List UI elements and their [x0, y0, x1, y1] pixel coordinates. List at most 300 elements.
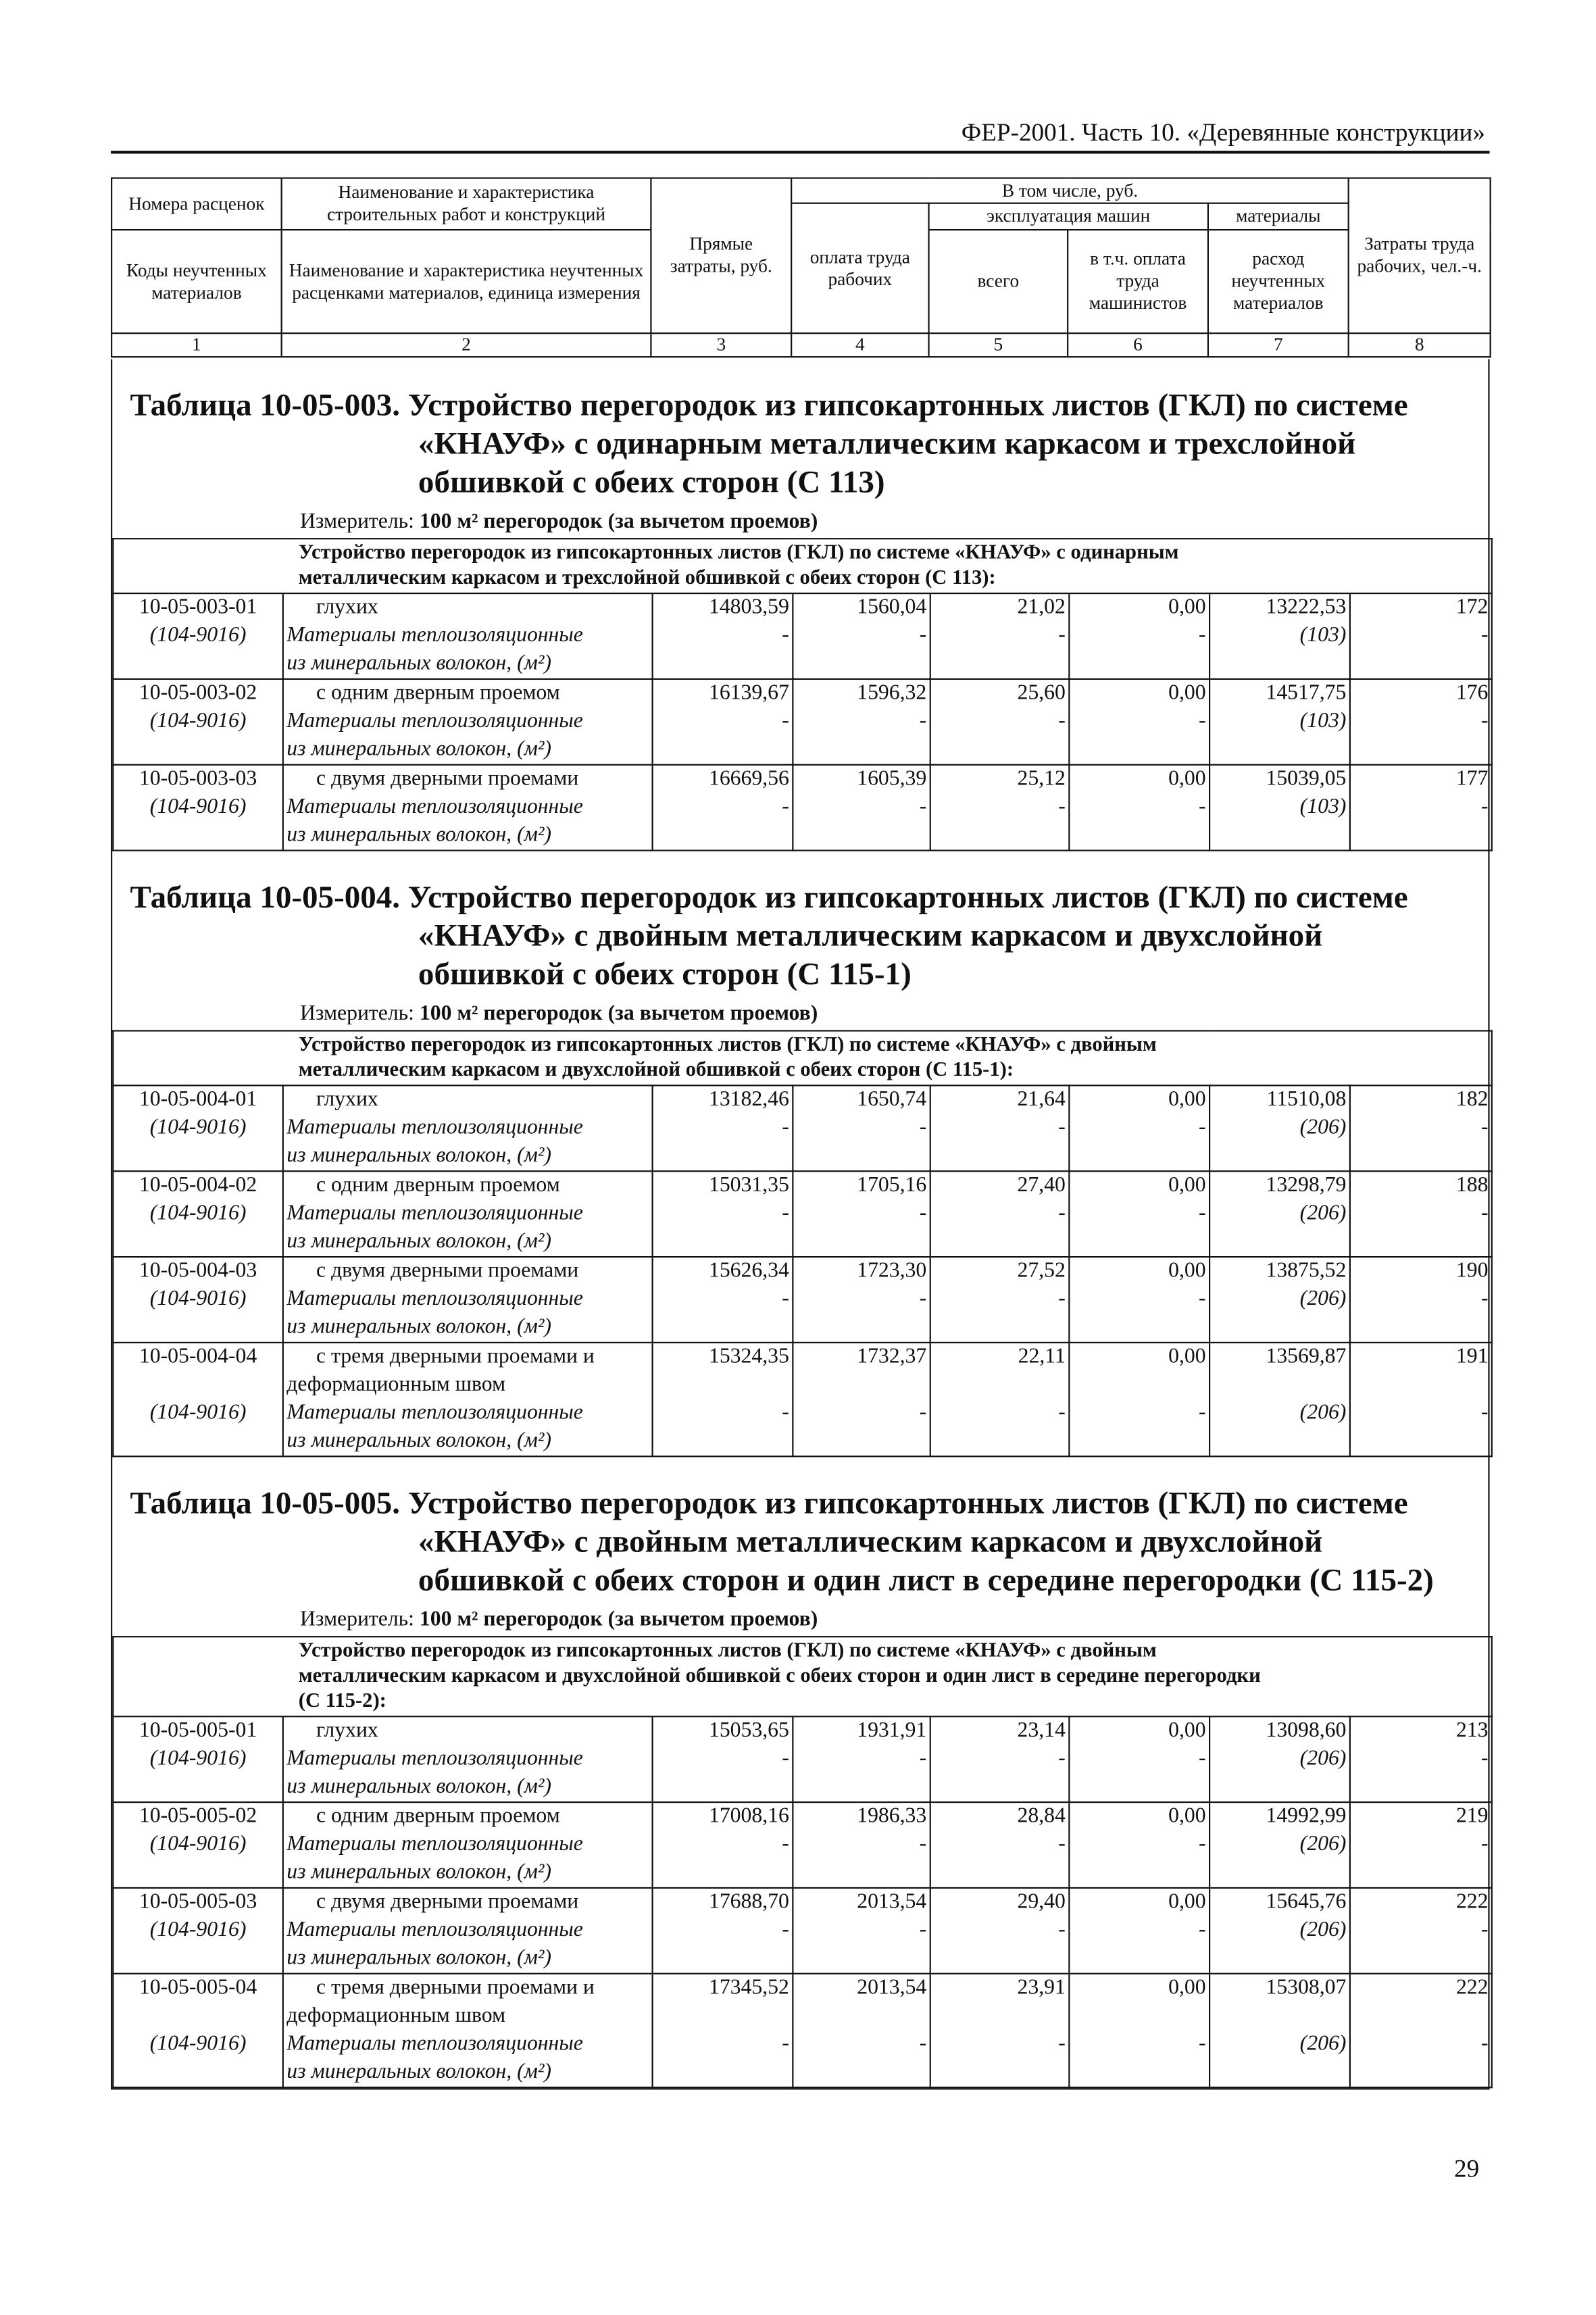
value: 0,00	[1168, 681, 1206, 705]
table-row	[113, 1974, 1492, 2087]
value-cell	[1210, 1802, 1350, 1888]
table-title-line: «КНАУФ» с двойным металлическим каркасом и двухслойной	[418, 1523, 1323, 1560]
value: 13298,79	[1266, 1173, 1347, 1197]
material-value: (206)	[1299, 1747, 1347, 1771]
material-name: Материалы теплоизоляционные	[286, 709, 583, 733]
value-cell	[1210, 1716, 1350, 1802]
value-cell	[1210, 1343, 1350, 1456]
value-cell	[1069, 1974, 1210, 2087]
material-code: (104-9016)	[149, 795, 247, 819]
table-row	[113, 1802, 1492, 1888]
material-value: -	[782, 2032, 789, 2056]
rate-code: 10-05-005-01	[139, 1718, 257, 1743]
value-cell	[1069, 593, 1210, 679]
material-code: (104-9016)	[149, 2032, 247, 2056]
value-cell	[793, 1802, 930, 1888]
rate-code: 10-05-004-04	[139, 1345, 257, 1369]
material-value: -	[919, 1201, 927, 1226]
material-value: -	[1058, 1287, 1066, 1311]
material-name: из минеральных волокон, (м²)	[286, 1860, 551, 1885]
material-value: -	[919, 2032, 927, 2056]
group-heading-line: металлическим каркасом и двухслойной обшивкой с обеих сторон и один лист в середине перегородки	[298, 1665, 1261, 1688]
work-name: с одним дверным проемом	[316, 1804, 560, 1828]
material-value: (206)	[1299, 1201, 1347, 1226]
value: 21,02	[1017, 595, 1066, 620]
material-value: -	[1058, 1116, 1066, 1140]
material-value: (206)	[1299, 2032, 1347, 2056]
material-value: (206)	[1299, 1116, 1347, 1140]
column-number: 8	[1349, 333, 1491, 357]
value-cell	[793, 593, 930, 679]
table-row	[113, 1085, 1492, 1171]
column-number: 1	[111, 333, 282, 357]
work-name-cell	[283, 593, 653, 679]
meter-line	[112, 993, 1488, 1030]
value: 2013,54	[857, 1890, 927, 1914]
table-row	[113, 1716, 1492, 1802]
value: 16669,56	[708, 767, 789, 791]
spacer	[797, 2002, 926, 2031]
material-name: из минеральных волокон, (м²)	[286, 737, 551, 762]
value: 23,14	[1017, 1718, 1066, 1743]
material-value: -	[1199, 795, 1206, 819]
value: 1986,33	[857, 1804, 927, 1828]
value: 0,00	[1168, 595, 1206, 620]
header-machines-total: всего	[929, 230, 1068, 333]
column-header-table	[111, 177, 1491, 357]
value-cell	[1350, 1171, 1492, 1257]
material-value: -	[782, 1401, 789, 1425]
page-number: 29	[1454, 2154, 1480, 2183]
meter-value: 100 м² перегородок (за вычетом проемов)	[419, 1608, 818, 1632]
material-code: (104-9016)	[149, 1747, 247, 1771]
value: 25,12	[1017, 767, 1066, 791]
value-cell	[793, 1343, 930, 1456]
header-rate-numbers: Номера расценок	[111, 178, 282, 230]
value: 13182,46	[708, 1087, 789, 1112]
material-value: -	[782, 623, 789, 647]
value: 0,00	[1168, 1718, 1206, 1743]
material-value: -	[1199, 1116, 1206, 1140]
work-name: глухих	[316, 595, 378, 620]
material-value: (206)	[1299, 1832, 1347, 1856]
spacer	[656, 1372, 789, 1400]
material-name: из минеральных волокон, (м²)	[286, 823, 551, 847]
value: 27,52	[1017, 1259, 1066, 1283]
material-name: из минеральных волокон, (м²)	[286, 651, 551, 676]
value: 13098,60	[1266, 1718, 1347, 1743]
value: 15031,35	[708, 1173, 789, 1197]
material-name: Материалы теплоизоляционные	[286, 2032, 583, 2056]
value-cell	[793, 1888, 930, 1974]
rate-code: 10-05-005-03	[139, 1890, 257, 1914]
material-value: -	[1480, 1116, 1489, 1140]
value: 25,60	[1017, 681, 1066, 705]
material-value: -	[1480, 709, 1489, 733]
value: 17008,16	[708, 1804, 789, 1828]
value-cell	[653, 679, 793, 765]
value: 0,00	[1168, 767, 1206, 791]
rate-code-cell	[113, 1802, 283, 1888]
value-cell	[930, 1888, 1070, 1974]
spacer	[934, 1372, 1066, 1400]
rate-code-cell	[113, 1888, 283, 1974]
group-heading-line: Устройство перегородок из гипсокартонных листов (ГКЛ) по системе «КНАУФ» с двойным	[298, 1034, 1157, 1057]
value: 13569,87	[1266, 1345, 1347, 1369]
material-value: -	[782, 1918, 789, 1942]
column-number: 5	[929, 333, 1068, 357]
value-cell	[653, 1343, 793, 1456]
material-value: -	[782, 1747, 789, 1771]
table-title	[112, 1457, 1488, 1599]
value-cell	[793, 1716, 930, 1802]
rates-table	[112, 1030, 1493, 1457]
value-cell	[1210, 593, 1350, 679]
value-cell	[930, 1802, 1070, 1888]
group-heading-line: металлическим каркасом и двухслойной обшивкой с обеих сторон (С 115-1):	[298, 1060, 1014, 1082]
value-cell	[930, 1085, 1070, 1171]
table-row	[113, 679, 1492, 765]
material-value: -	[919, 1832, 927, 1856]
work-name: деформационным швом	[286, 2003, 506, 2028]
value: 15053,65	[708, 1718, 789, 1743]
material-name: Материалы теплоизоляционные	[286, 623, 583, 647]
material-value: -	[1058, 623, 1066, 647]
material-name: Материалы теплоизоляционные	[286, 1401, 583, 1425]
material-name: из минеральных волокон, (м²)	[286, 2060, 551, 2084]
table-title-line: Таблица 10-05-005. Устройство перегородок из гипсокартонных листов (ГКЛ) по системе	[130, 1485, 1408, 1521]
value: 0,00	[1168, 1976, 1206, 2000]
work-name: с тремя дверными проемами и	[316, 1345, 595, 1369]
value-cell	[1069, 1085, 1210, 1171]
work-name-cell	[283, 1085, 653, 1171]
header-material-codes: Коды неучтенных материалов	[111, 230, 282, 333]
value-cell	[930, 1716, 1070, 1802]
value-cell	[1350, 1716, 1492, 1802]
material-code: (104-9016)	[149, 1287, 247, 1311]
value: 188	[1455, 1173, 1489, 1197]
rate-code-cell	[113, 1343, 283, 1456]
material-value: (206)	[1299, 1918, 1347, 1942]
value: 14803,59	[708, 595, 789, 620]
value-cell	[653, 1085, 793, 1171]
value: 0,00	[1168, 1087, 1206, 1112]
material-value: -	[782, 1116, 789, 1140]
material-name: из минеральных волокон, (м²)	[286, 1774, 551, 1799]
material-value: -	[919, 1918, 927, 1942]
value: 222	[1455, 1976, 1489, 2000]
value: 1931,91	[857, 1718, 927, 1743]
value-cell	[793, 1085, 930, 1171]
material-name: из минеральных волокон, (м²)	[286, 1315, 551, 1339]
value-cell	[653, 1257, 793, 1343]
value: 0,00	[1168, 1890, 1206, 1914]
work-name: глухих	[316, 1718, 378, 1743]
value-cell	[653, 1171, 793, 1257]
table-row	[113, 765, 1492, 851]
value-cell	[1210, 765, 1350, 851]
value-cell	[653, 1802, 793, 1888]
rate-code-cell	[113, 1716, 283, 1802]
material-value: -	[782, 709, 789, 733]
column-number: 4	[791, 333, 928, 357]
material-value: -	[919, 1401, 927, 1425]
material-value: -	[782, 1201, 789, 1226]
material-value: -	[1480, 1287, 1489, 1311]
rate-code-cell	[113, 1257, 283, 1343]
material-value: -	[1480, 1201, 1489, 1226]
table-title-line: Таблица 10-05-003. Устройство перегородок из гипсокартонных листов (ГКЛ) по системе	[130, 387, 1408, 423]
group-heading-row	[113, 1030, 1492, 1085]
work-name: деформационным швом	[286, 1372, 506, 1397]
value: 15308,07	[1266, 1976, 1347, 2000]
material-value: -	[1199, 1747, 1206, 1771]
rate-code-cell	[113, 1171, 283, 1257]
value: 22,11	[1018, 1345, 1066, 1369]
spacer	[934, 2002, 1066, 2031]
value: 177	[1455, 767, 1489, 791]
work-name: с одним дверным проемом	[316, 681, 560, 705]
work-name: глухих	[316, 1087, 378, 1112]
material-name: Материалы теплоизоляционные	[286, 795, 583, 819]
work-name: с одним дверным проемом	[316, 1173, 560, 1197]
spacer	[117, 1372, 280, 1400]
material-code: (104-9016)	[149, 709, 247, 733]
work-name: с двумя дверными проемами	[316, 1890, 579, 1914]
material-value: -	[919, 795, 927, 819]
value: 15039,05	[1266, 767, 1347, 791]
value-cell	[1210, 1171, 1350, 1257]
material-value: -	[1480, 1401, 1489, 1425]
material-value: -	[1199, 1918, 1206, 1942]
header-including: В том числе, руб.	[791, 178, 1349, 203]
value: 172	[1455, 595, 1489, 620]
material-code: (104-9016)	[149, 1401, 247, 1425]
material-value: -	[782, 1287, 789, 1311]
group-heading-row	[113, 1637, 1492, 1716]
value: 1560,04	[857, 595, 927, 620]
value: 13875,52	[1266, 1259, 1347, 1283]
rate-code-cell	[113, 765, 283, 851]
material-value: -	[1199, 1832, 1206, 1856]
material-value: -	[1199, 2032, 1206, 2056]
tables-body	[111, 359, 1490, 2089]
header-machines: эксплуатация машин	[929, 203, 1208, 230]
material-value: -	[1058, 2032, 1066, 2056]
rate-code: 10-05-003-02	[139, 681, 257, 705]
material-value: -	[919, 709, 927, 733]
table-title-line: «КНАУФ» с двойным металлическим каркасом и двухслойной	[418, 918, 1323, 953]
rate-code: 10-05-004-03	[139, 1259, 257, 1283]
value: 1596,32	[857, 681, 927, 705]
table-title-line: «КНАУФ» с одинарным металлическим каркасом и трехслойной	[418, 425, 1356, 462]
header-labor-pay: оплата труда рабочих	[791, 203, 928, 333]
material-code: (104-9016)	[149, 1918, 247, 1942]
work-name-cell	[283, 1716, 653, 1802]
material-value: -	[782, 795, 789, 819]
value-cell	[1350, 1343, 1492, 1456]
material-code: (104-9016)	[149, 623, 247, 647]
value-cell	[1350, 593, 1492, 679]
value: 17345,52	[708, 1976, 789, 2000]
material-value: -	[1480, 1747, 1489, 1771]
spacer	[656, 2002, 789, 2031]
group-heading	[113, 539, 1492, 593]
material-value: -	[1199, 623, 1206, 647]
header-labor-hours: Затраты труда рабочих, чел.-ч.	[1349, 178, 1491, 334]
material-value: -	[1058, 1918, 1066, 1942]
work-name: с тремя дверными проемами и	[316, 1976, 595, 2000]
table-row	[113, 1888, 1492, 1974]
material-value: -	[1058, 709, 1066, 733]
value-cell	[793, 1257, 930, 1343]
value-cell	[930, 1257, 1070, 1343]
rate-code-cell	[113, 1085, 283, 1171]
value-cell	[793, 1974, 930, 2087]
header-direct-costs: Прямые затраты, руб.	[651, 178, 791, 334]
material-value: -	[1480, 2032, 1489, 2056]
material-name: Материалы теплоизоляционные	[286, 1918, 583, 1942]
value-cell	[930, 1171, 1070, 1257]
table-title-line: обшивкой с обеих сторон (С 113)	[418, 464, 885, 500]
value: 1650,74	[857, 1087, 927, 1112]
value-cell	[1069, 679, 1210, 765]
value: 191	[1455, 1345, 1489, 1369]
value: 14992,99	[1266, 1804, 1347, 1828]
value: 29,40	[1017, 1890, 1066, 1914]
material-code: (104-9016)	[149, 1832, 247, 1856]
work-name-cell	[283, 1257, 653, 1343]
work-name-cell	[283, 1802, 653, 1888]
value: 13222,53	[1266, 595, 1347, 620]
column-number: 6	[1068, 333, 1208, 357]
group-heading-line: Устройство перегородок из гипсокартонных листов (ГКЛ) по системе «КНАУФ» с одинарным	[298, 542, 1179, 565]
value-cell	[653, 1974, 793, 2087]
value-cell	[1350, 679, 1492, 765]
rate-code-cell	[113, 679, 283, 765]
material-value: -	[919, 1287, 927, 1311]
rate-code: 10-05-005-04	[139, 1976, 257, 2000]
value-cell	[1350, 1257, 1492, 1343]
material-name: из минеральных волокон, (м²)	[286, 1428, 551, 1453]
value-cell	[930, 593, 1070, 679]
spacer	[1073, 1372, 1206, 1400]
value: 15324,35	[708, 1345, 789, 1369]
material-name: Материалы теплоизоляционные	[286, 1201, 583, 1226]
rate-code-cell	[113, 593, 283, 679]
material-value: (103)	[1299, 795, 1347, 819]
value-cell	[930, 765, 1070, 851]
value-cell	[793, 679, 930, 765]
value-cell	[793, 1171, 930, 1257]
value: 15645,76	[1266, 1890, 1347, 1914]
material-value: -	[1199, 709, 1206, 733]
work-name-cell	[283, 1343, 653, 1456]
table-row	[113, 593, 1492, 679]
group-heading-row	[113, 539, 1492, 593]
header-machinist-labor: в т.ч. оплата труда машинистов	[1068, 230, 1208, 333]
material-value: (103)	[1299, 709, 1347, 733]
material-name: из минеральных волокон, (м²)	[286, 1946, 551, 1970]
value-cell	[653, 593, 793, 679]
value: 222	[1455, 1890, 1489, 1914]
material-value: (103)	[1299, 623, 1347, 647]
rates-table	[112, 538, 1493, 851]
material-value: -	[919, 623, 927, 647]
value-cell	[1210, 1257, 1350, 1343]
material-code: (104-9016)	[149, 1201, 247, 1226]
work-name-cell	[283, 1974, 653, 2087]
table-title-line: обшивкой с обеих сторон и один лист в середине перегородки (С 115-2)	[418, 1562, 1434, 1598]
spacer	[1073, 2002, 1206, 2031]
meter-line	[112, 501, 1488, 538]
material-name: Материалы теплоизоляционные	[286, 1747, 583, 1771]
value: 16139,67	[708, 681, 789, 705]
value-cell	[1069, 765, 1210, 851]
material-value: -	[1058, 1747, 1066, 1771]
value: 28,84	[1017, 1804, 1066, 1828]
value-cell	[1350, 1888, 1492, 1974]
meter-label: Измеритель:	[299, 1608, 414, 1632]
column-number: 7	[1208, 333, 1349, 357]
meter-label: Измеритель:	[299, 509, 414, 534]
rates-table	[112, 1636, 1493, 2088]
work-name-cell	[283, 765, 653, 851]
value: 14517,75	[1266, 681, 1347, 705]
value: 176	[1455, 681, 1489, 705]
table-row	[113, 1257, 1492, 1343]
value-cell	[653, 1716, 793, 1802]
work-name-cell	[283, 1171, 653, 1257]
material-value: (206)	[1299, 1401, 1347, 1425]
value-cell	[1069, 1343, 1210, 1456]
value: 1605,39	[857, 767, 927, 791]
value-cell	[1350, 1802, 1492, 1888]
column-number: 2	[282, 333, 651, 357]
value: 11510,08	[1266, 1087, 1347, 1112]
value-cell	[1210, 1085, 1350, 1171]
value: 182	[1455, 1087, 1489, 1112]
value: 21,64	[1017, 1087, 1066, 1112]
material-value: -	[919, 1747, 927, 1771]
rate-code: 10-05-003-01	[139, 595, 257, 620]
material-code: (104-9016)	[149, 1116, 247, 1140]
table-title-line: Таблица 10-05-004. Устройство перегородок из гипсокартонных листов (ГКЛ) по системе	[130, 879, 1408, 915]
value-cell	[1069, 1802, 1210, 1888]
rate-code: 10-05-004-01	[139, 1087, 257, 1112]
material-value: -	[1058, 795, 1066, 819]
material-value: -	[1058, 1832, 1066, 1856]
group-heading-line: (С 115-2):	[298, 1690, 386, 1713]
value: 0,00	[1168, 1804, 1206, 1828]
material-name: Материалы теплоизоляционные	[286, 1116, 583, 1140]
material-name: Материалы теплоизоляционные	[286, 1287, 583, 1311]
material-value: -	[1480, 795, 1489, 819]
material-value: -	[1199, 1287, 1206, 1311]
table-title	[112, 851, 1488, 993]
material-value: -	[1199, 1201, 1206, 1226]
work-name-cell	[283, 1888, 653, 1974]
material-value: -	[1480, 623, 1489, 647]
value-cell	[930, 679, 1070, 765]
header-work-name: Наименование и характеристика строительных работ и конструкций	[282, 178, 651, 230]
table-title	[112, 359, 1488, 501]
value-cell	[1350, 1085, 1492, 1171]
value: 213	[1455, 1718, 1489, 1743]
value-cell	[1350, 1974, 1492, 2087]
material-value: -	[1058, 1401, 1066, 1425]
value: 0,00	[1168, 1259, 1206, 1283]
